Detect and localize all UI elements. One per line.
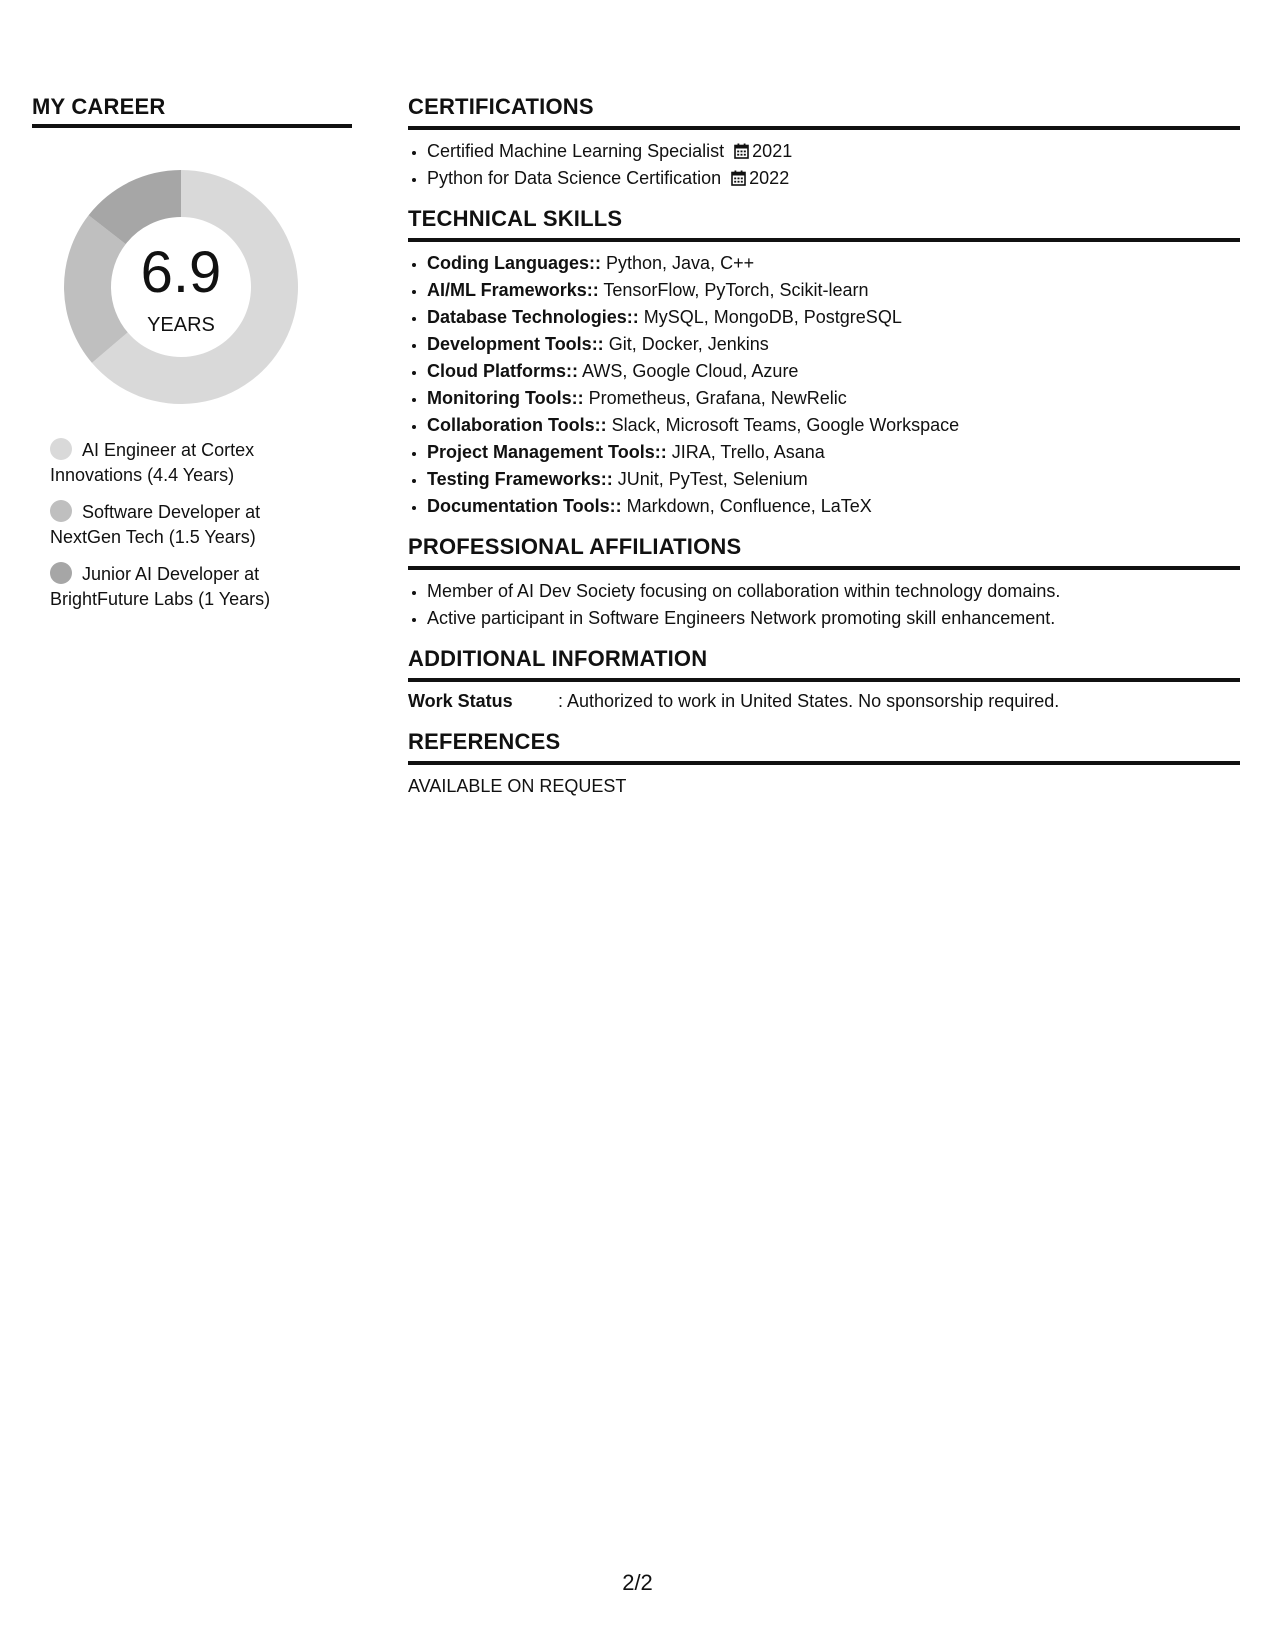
skill-label: AI/ML Frameworks:: (427, 280, 599, 300)
skill-value: Git, Docker, Jenkins (603, 334, 769, 354)
additional-info-title: ADDITIONAL INFORMATION (408, 646, 1240, 682)
career-legend (50, 438, 310, 612)
additional-info-section (408, 646, 1240, 715)
legend-dot-icon (50, 562, 72, 584)
skill-value: Slack, Microsoft Teams, Google Workspace (606, 415, 960, 435)
skill-label: Collaboration Tools:: (427, 415, 607, 435)
skills-section (408, 206, 1240, 520)
skill-label: Development Tools:: (427, 334, 604, 354)
career-legend-item (50, 500, 310, 550)
certifications-title: CERTIFICATIONS (408, 94, 1240, 130)
legend-label: Junior AI Developer at BrightFuture Labs (1 Years) (50, 564, 271, 609)
legend-dot-icon (50, 500, 72, 522)
donut-center (56, 162, 306, 412)
skill-label: Cloud Platforms:: (427, 361, 578, 381)
career-column (32, 94, 352, 624)
career-donut-chart (56, 162, 306, 412)
skill-label: Project Management Tools:: (427, 442, 667, 462)
affiliations-section (408, 534, 1240, 632)
skill-item (427, 304, 1240, 331)
work-status-row (408, 688, 1240, 715)
skill-value: JIRA, Trello, Asana (666, 442, 825, 462)
legend-dot-icon (50, 438, 72, 460)
calendar-icon (734, 140, 749, 156)
career-legend-item (50, 438, 310, 488)
skill-label: Database Technologies:: (427, 307, 639, 327)
skill-label: Documentation Tools:: (427, 496, 622, 516)
references-title: REFERENCES (408, 729, 1240, 765)
skill-label: Monitoring Tools:: (427, 388, 584, 408)
skill-label: Testing Frameworks:: (427, 469, 613, 489)
skill-label: Coding Languages:: (427, 253, 601, 273)
skill-value: Markdown, Confluence, LaTeX (621, 496, 872, 516)
skill-value: AWS, Google Cloud, Azure (578, 361, 799, 381)
page-number: 2/2 (622, 1570, 653, 1595)
skill-value: Python, Java, C++ (601, 253, 755, 273)
skill-item (427, 385, 1240, 412)
skill-value: Prometheus, Grafana, NewRelic (583, 388, 847, 408)
total-years-unit: YEARS (147, 314, 215, 336)
calendar-icon (731, 167, 746, 183)
certification-item (427, 165, 1240, 192)
skill-item (427, 358, 1240, 385)
skill-item (427, 250, 1240, 277)
affiliations-list (408, 578, 1240, 632)
skill-value: TensorFlow, PyTorch, Scikit-learn (598, 280, 869, 300)
certification-name: Certified Machine Learning Specialist (427, 141, 725, 161)
skill-item (427, 412, 1240, 439)
work-status-label: Work Status (408, 691, 513, 711)
affiliation-item: • Active participant in Software Engineers Network promoting skill enhancement. (427, 605, 1240, 632)
career-legend-item (50, 562, 310, 612)
main-column (408, 94, 1240, 800)
skills-list (408, 250, 1240, 520)
certification-name: Python for Data Science Certification (427, 168, 722, 188)
certification-year: 2022 (749, 168, 790, 188)
career-title: MY CAREER (32, 94, 352, 128)
skill-item (427, 466, 1240, 493)
certification-year: 2021 (752, 141, 793, 161)
references-text: AVAILABLE ON REQUEST (408, 776, 627, 796)
certifications-list (408, 138, 1240, 192)
skill-item (427, 331, 1240, 358)
skill-value: JUnit, PyTest, Selenium (612, 469, 808, 489)
legend-label: Software Developer at NextGen Tech (1.5 Years) (50, 502, 261, 547)
skill-item (427, 493, 1240, 520)
legend-label: AI Engineer at Cortex Innovations (4.4 Years) (50, 440, 255, 485)
skill-item (427, 277, 1240, 304)
skills-title: TECHNICAL SKILLS (408, 206, 1240, 242)
total-years-value: 6.9 (140, 240, 222, 305)
skill-item (427, 439, 1240, 466)
certifications-section (408, 94, 1240, 192)
certification-item (427, 138, 1240, 165)
affiliations-title: PROFESSIONAL AFFILIATIONS (408, 534, 1240, 570)
skill-value: MySQL, MongoDB, PostgreSQL (638, 307, 902, 327)
work-status-value: : Authorized to work in United States. No sponsorship required. (558, 691, 1060, 711)
affiliation-item: • Member of AI Dev Society focusing on collaboration within technology domains. (427, 578, 1240, 605)
references-section (408, 729, 1240, 800)
